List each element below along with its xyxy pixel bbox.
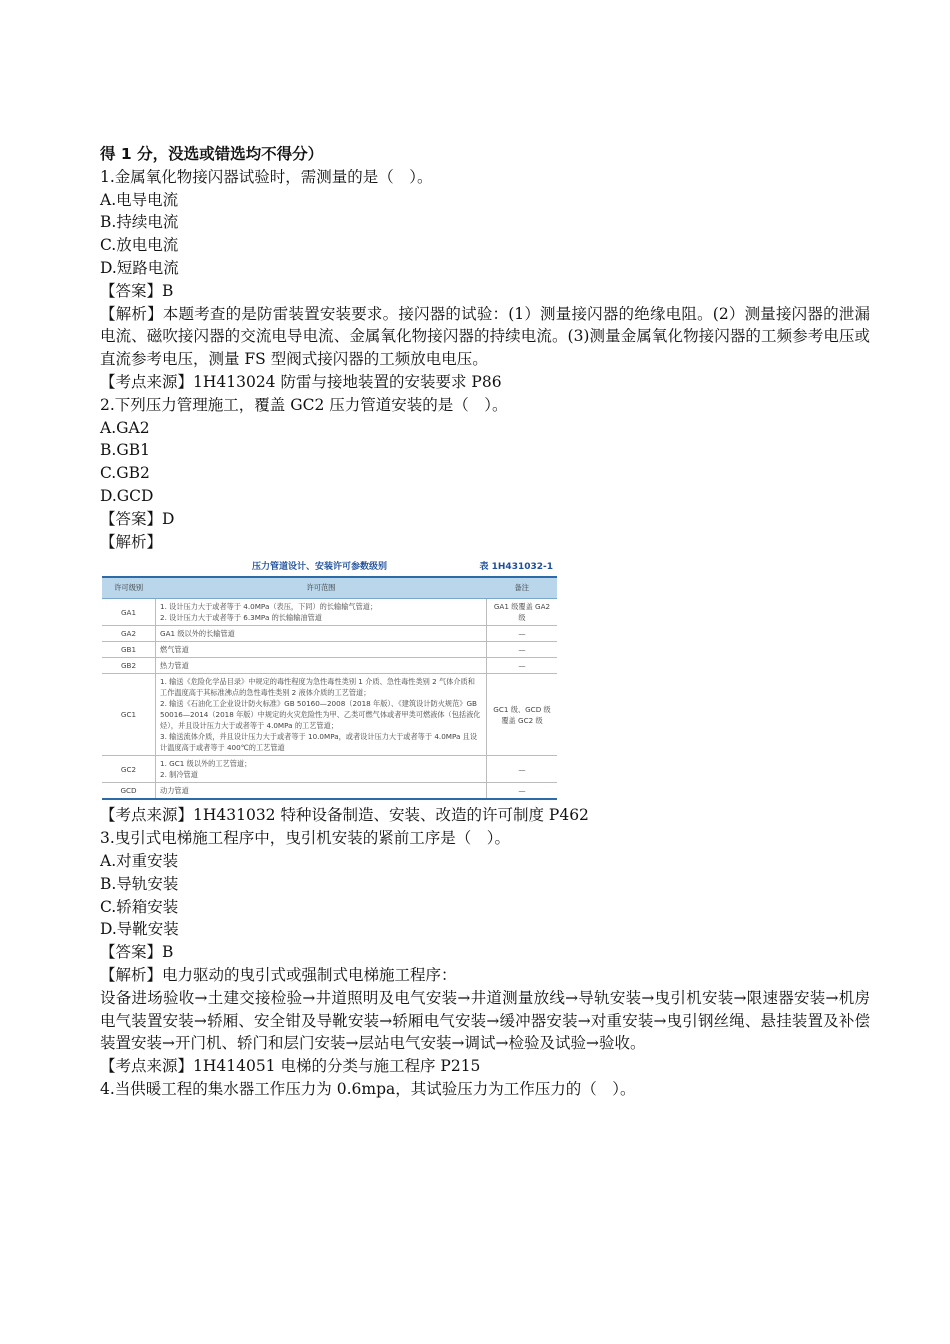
scope-line: 1. GC1 级以外的工艺管道； [160,759,252,769]
section-intro: 得 1 分，没选或错选均不得分） [100,145,324,163]
header-level: 许可级别 [102,577,156,599]
permit-level-cell: GB1 [102,642,156,658]
table-row [102,642,557,658]
header-scope: 许可范围 [156,577,487,599]
table-row [102,626,557,642]
q1-question: 1.金属氧化物接闪器试验时，需测量的是（ ）。 [100,167,433,186]
scope-line: 动力管道 [160,786,189,796]
table-row [102,599,557,626]
permit-level-cell: GCD [102,783,156,800]
permit-note-cell: — [487,783,558,800]
q2-option-d: D.GCD [100,486,154,505]
table-row [102,674,557,756]
permit-table-figure [102,559,557,800]
permit-note-cell: — [487,658,558,674]
scope-line: 2. 设计压力大于或者等于 6.3MPa 的长输输油管道 [160,613,322,623]
permit-note-cell: GC1 级、GCD 级覆盖 GC2 级 [487,674,558,756]
document-content [100,143,870,1101]
q1-option-c: C.放电电流 [100,236,179,255]
q4-question: 4.当供暖工程的集水器工作压力为 0.6mpa，其试验压力为工作压力的（ ）。 [100,1079,636,1098]
q1-option-b: B.持续电流 [100,213,179,232]
permit-scope-cell [156,783,487,800]
permit-level-cell: GA2 [102,626,156,642]
permit-scope-cell [156,756,487,783]
header-note: 备注 [487,577,558,599]
table-row [102,658,557,674]
permit-scope-cell [156,626,487,642]
table-body [102,599,557,800]
permit-level-cell: GC2 [102,756,156,783]
q2-option-a: A.GA2 [100,418,150,437]
q3-question: 3.曳引式电梯施工程序中，曳引机安装的紧前工序是（ ）。 [100,829,511,848]
q1-analysis: 【解析】本题考查的是防雷装置安装要求。接闪器的试验：(1）测量接闪器的绝缘电阻。(2）测量接闪器的泄漏电流、磁吹接闪器的交流电导电流、金属氧化物接闪器的持续电流。(3)测量金属氧化物接闪器的工频参考电压或直流参考电压，测量 FS 型阀式接闪器的工频放电电压。 [100,304,870,369]
scope-line: 1. 输送《危险化学品目录》中规定的毒性程度为急性毒性类别 1 介质、急性毒性类别 2 气体介质和工作温度高于其标准沸点的急性毒性类别 2 液体介质的工艺管道； [160,677,475,698]
scope-line: 热力管道 [160,661,189,671]
permit-table [102,576,557,800]
table-caption [102,559,557,576]
permit-scope-cell [156,658,487,674]
q3-source: 【考点来源】1H414051 电梯的分类与施工程序 P215 [100,1057,481,1076]
permit-note-cell: — [487,642,558,658]
q2-question: 2.下列压力管理施工，覆盖 GC2 压力管道安装的是（ ）。 [100,395,508,414]
q3-option-b: B.导轨安装 [100,874,179,893]
permit-level-cell: GC1 [102,674,156,756]
permit-level-cell: GA1 [102,599,156,626]
q2-option-c: C.GB2 [100,464,150,483]
permit-note-cell: — [487,626,558,642]
permit-note-cell: GA1 级覆盖 GA2 级 [487,599,558,626]
q1-source: 【考点来源】1H413024 防雷与接地装置的安装要求 P86 [100,372,502,391]
permit-scope-cell [156,674,487,756]
q3-option-d: D.导靴安装 [100,920,179,939]
permit-note-cell: — [487,756,558,783]
permit-level-cell: GB2 [102,658,156,674]
q1-answer: 【答案】B [100,281,174,300]
table-header-row [102,577,557,599]
permit-scope-cell [156,599,487,626]
q3-option-c: C.轿箱安装 [100,897,179,916]
q3-analysis: 【解析】电力驱动的曳引式或强制式电梯施工程序： [100,965,457,984]
q1-option-a: A.电导电流 [100,190,179,209]
q3-process: 设备进场验收→土建交接检验→井道照明及电气安装→井道测量放线→导轨安装→曳引机安装→限速器安装→机房电气装置安装→轿厢、安全钳及导靴安装→轿厢电气安装→缓冲器安装→对重安装→曳引钢丝绳、悬挂装置及补偿装置安装→开门机、轿门和层门安装→层站电气安装→调试→检验及试验→验收。 [100,988,870,1053]
table-title: 压力管道设计、安装许可参数级别 [252,562,388,573]
q2-source: 【考点来源】1H431032 特种设备制造、安装、改造的许可制度 P462 [100,806,589,825]
scope-line: 燃气管道 [160,645,189,655]
scope-line: 2. 输送《石油化工企业设计防火标准》GB 50160—2008（2018 年版）、《建筑设计防火规范》GB 50016—2014（2018 年版）中规定的火灾危险性为甲、乙类可燃气体或者甲类可燃液体（包括液化烃），并且设计压力大于或者等于 4.0MPa 的工艺管道； [160,699,481,731]
table-row [102,783,557,800]
scope-line: 3. 输送流体介质，并且设计压力大于或者等于 10.0MPa，或者设计压力大于或者等于 4.0MPa 且设计温度高于或者等于 400℃的工艺管道 [160,732,478,753]
q2-option-b: B.GB1 [100,441,150,460]
q3-option-a: A.对重安装 [100,851,179,870]
scope-line: 2. 制冷管道 [160,770,198,780]
q3-answer: 【答案】B [100,943,174,962]
table-number: 表 1H431032-1 [479,562,553,573]
scope-line: GA1 级以外的长输管道 [160,629,235,639]
q1-option-d: D.短路电流 [100,258,179,277]
scope-line: 1. 设计压力大于或者等于 4.0MPa（表压，下同）的长输输气管道； [160,602,378,612]
q2-answer: 【答案】D [100,509,175,528]
permit-scope-cell [156,642,487,658]
q2-analysis: 【解析】 [100,532,163,551]
table-row [102,756,557,783]
